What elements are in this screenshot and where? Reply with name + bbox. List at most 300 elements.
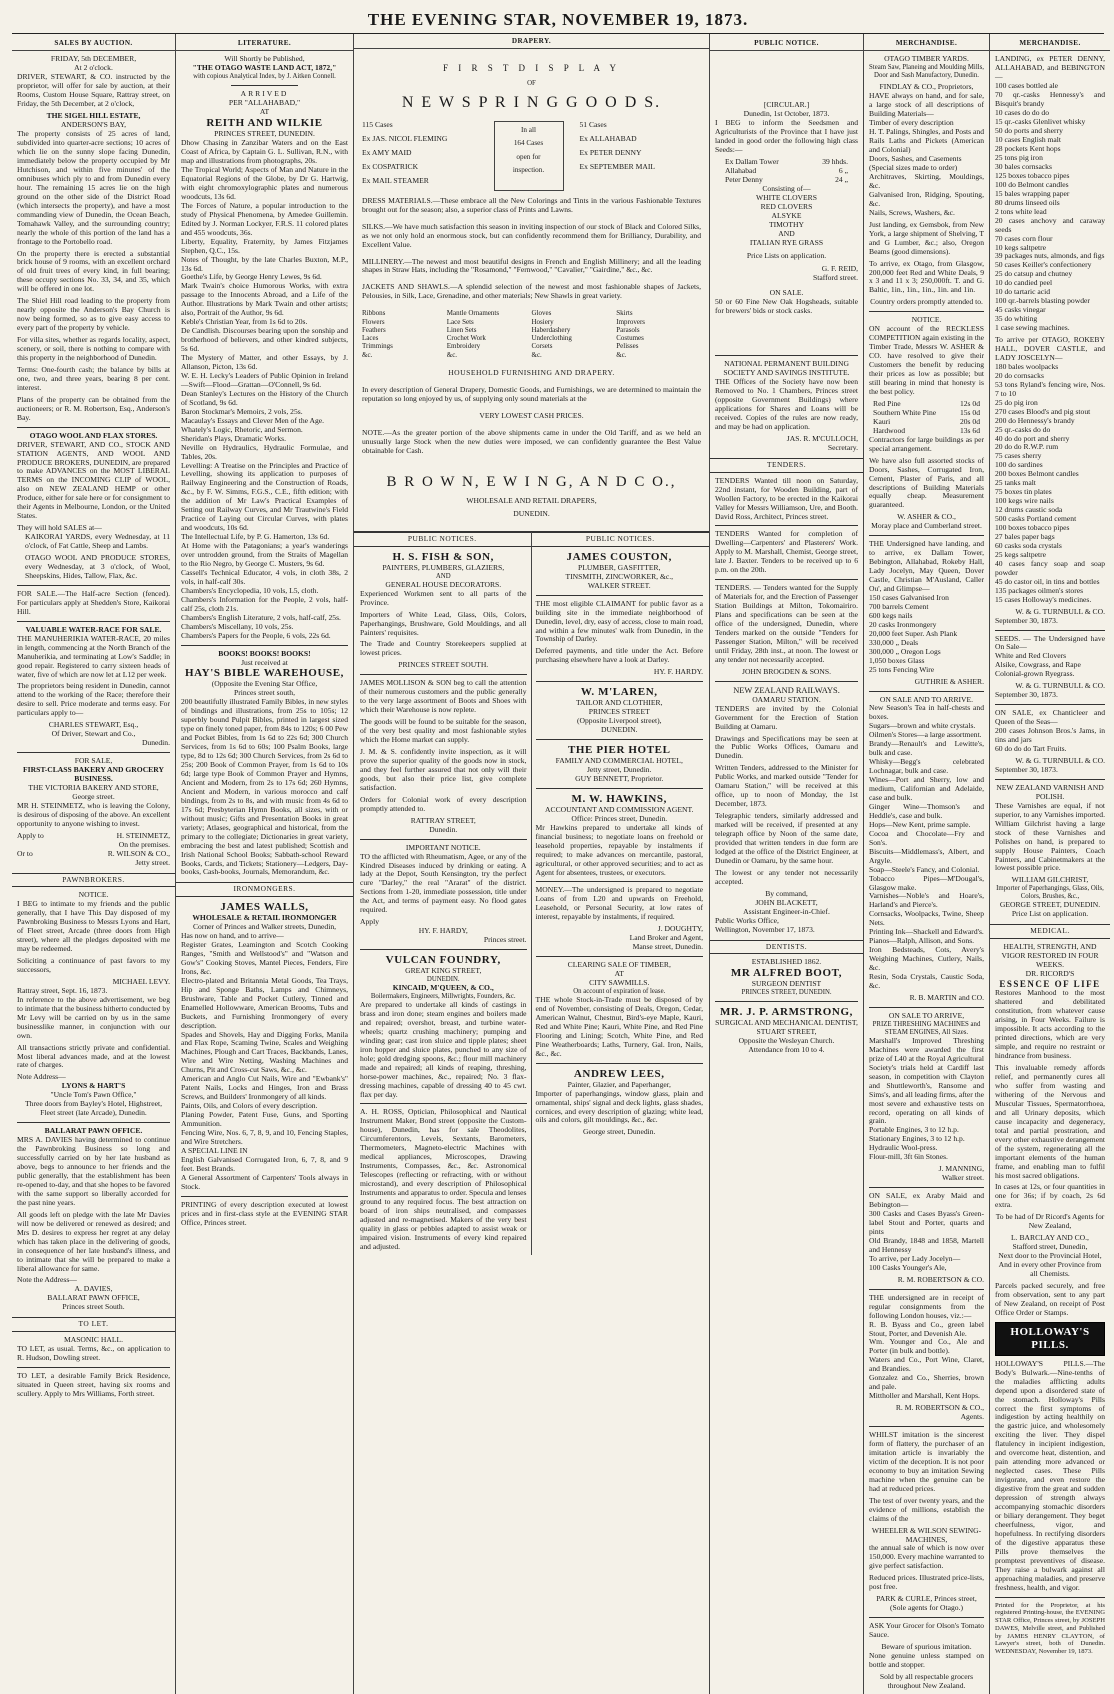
goods-item: Flowers [362,317,385,326]
fish-body: Experienced Workmen sent to all parts of the Province. [360,588,527,607]
medical-body: Restores Manhood to the most shattered and debilitated constitution, from whatever cause arising, in Four Weeks. Failure is impossible. It acts according to the printed directions, which are very simple, and require no restraint or hindrance from business. [995,988,1105,1061]
signature-date: September 30, 1873. [995,764,1058,774]
ship-cell: Allahabad [725,166,757,176]
signature: Assistant Engineer-in-Chief. [743,906,830,916]
auction-date: FRIDAY, 5th DECEMBER, [50,54,137,64]
pawn-firm: LYONS & HART'S [61,1081,126,1091]
circular-label: [CIRCULAR.] [763,100,810,110]
railways-title: NEW ZEALAND RAILWAYS. [733,685,840,695]
wool-body: DRIVER, STEWART, AND CO., STOCK AND STATION AGENTS, AND WOOL AND PRODUCE BROKERS, DUNEDIN, are prepared to make ADVANCES on the MOST LIBERAL TERMS on the INCOMING CLIP of WOOL, also on NEW ZEALAND HEMP or other Produce, either for sale here or for consignment to their Agents in Melbourne, London, or the United States. [17,439,170,521]
olson-body: ASK Your Grocer for Olson's Tomato Sauce. [869,1621,984,1640]
bakery-title: George street. [72,791,115,801]
seeds-body: I BEG to inform the Seedsmen and Agriculturists of the Province that I have just landed in good order the following high class Seeds:— [715,118,858,155]
ballarat-body: MRS A. DAVIES having determined to continue the Pawnbroking Business so long and successfully carried on by her late husband as above, begs to announce to her friends and the public generally, that the establishment has been re-opened to-day, and that she hopes to be favored with the same support so liberally accorded for the past nine years. [17,1135,170,1207]
mlaren-sub: TAILOR AND CLOTHIER, [575,698,663,708]
shipment-item: Ex COSPATRICK [362,161,419,171]
goods-item: &c. [362,350,373,359]
money-body: MONEY.—The undersigned is prepared to negotiate Loans of from L20 and upwards on Freehold, Leasehold, or Personal Security, at low rates of interest, repayable by instalments, if required. [535,885,703,922]
mlaren-address: DUNEDIN. [601,725,638,735]
lit-subtitle: with copious Analytical Index, by J. Aitken Connell. [193,73,336,81]
ship-cell: 6 „ [838,166,848,176]
auction-subtitle: ANDERSON'S BAY, [60,120,127,130]
vulcan-firm: KINCAID, M'QUEEN, & CO., [392,983,494,993]
signature: Importer of Paperhangings, Glass, Oils, Colors, Brushes, &c., [996,885,1104,901]
mlaren-address: PRINCES STREET [588,707,650,717]
signature: J. MANNING, [938,1164,984,1174]
timber-yards-body: HAVE always on hand, and for sale, a large stock of all descriptions of Building Materials— Timber of every description H. T. Palings, Shingles, and Posts and Rails Laths and Pickets (American and Colonial) Doors, Sashes, and Casements (Special sizes made to order) Architraves, Skirting, Mouldings, &c. Galvanised Iron, Ridging, Spouting, &c. Nails, Screws, Washers, &c. [869,91,984,217]
goods-column [532,309,617,359]
pawn-para: Soliciting a continuance of past favors to my successors, [17,956,170,974]
goods-item: Laces [362,334,379,343]
printing-ad: PRINTING of every description executed at lowest prices and in first-class style at the EVENING STAR Office, Princes street. [181,1199,348,1227]
books-subtitle: Just received at [241,657,288,667]
fish-sub: GENERAL HOUSE DECORATORS. [385,579,502,589]
vulcan-sub: DUNEDIN. [426,976,460,983]
apply-label: Apply [360,917,379,927]
goods-grid [362,309,701,359]
wilson-brand: WHEELER & WILSON SEWING-MACHINES, [871,1525,982,1544]
railways-para: Written Tenders, addressed to the Minister for Public Works, and marked outside "Tender for Oamaru Station," will be received at this office, up to noon of Monday, the 1st December, 1873. [715,763,858,809]
timber-at: AT [614,969,624,979]
building-society-title: NATIONAL PERMANENT BUILDING SOCIETY AND SAVINGS INSTITUTE. [723,359,850,378]
pier-proprietor: GUY BENNETT, Proprietor. [575,773,664,783]
olson-para: None genuine unless stamped on bottle and stopper. [869,1651,984,1669]
goods-column [447,309,532,359]
signature: Land Broker and Agent, [629,933,703,943]
display-headline: N E W S P R I N G G O O D S. [401,94,662,112]
timber-body: THE whole Stock-in-Trade must be disposed of by end of November, consisting of Deals, Oregon, Cedar, American Walnut, Chestnut, Bird's-eye Maple, Kauri, Red and White Pine; Kauri, White Pine, and Red Pine Flooring and Lining; Scotch, White Pine, and Red Pine Weatherboards; Laths, Turnery, Gal. Iron, Nails, &c., &c. [535,995,703,1058]
dentist-address: Opposite the Wesleyan Church. [738,1036,835,1046]
wilson-para: the annual sale of which is now over 150,000. Every machine warranted to give perfect satisfaction. [869,1543,984,1571]
signature-date: September 30, 1873. [995,615,1058,625]
masthead-title: THE EVENING STAR, NOVEMBER 19, 1873. [367,10,749,29]
hawkins-address: Office: Princes street, Dunedin. [571,813,668,823]
seed-item: ITALIAN RYE GRASS [749,237,824,247]
dentist-address: STUART STREET, [756,1027,817,1037]
shipment-item: Ex SEPTEMBER MAIL [579,161,656,171]
section-header-public-notices: PUBLIC NOTICES. [532,532,710,547]
pawn-address: Three doors from Bayley's Hotel, Highstreet, Fleet street (late Arcade), Dunedin. [25,1099,162,1118]
column-6 [990,34,1110,1694]
dentist-name: MR. J. P. ARMSTRONG, [720,1006,853,1019]
couston-address: WALKER STREET. [587,580,651,590]
price-cell: 12s 0d [959,398,980,408]
household-body: In every description of General Drapery, Domestic Goods, and Furnishings, we are determined to maintain the reputation so long enjoyed by us, of supplying only sound materials at the [362,384,701,403]
dentist-name: MR ALFRED BOOT, [730,967,843,980]
bakery-title: FOR SALE, [74,756,113,766]
circular-date: Dunedin, 1st October, 1873. [743,109,830,119]
lees-body: Importer of paperhangings, window glass, plain and ornamental, ships' signal and deck lights, glass shades, cornices, and every description of glazing; white lead, oils and colors, gilt mouldings, &c., &c. [535,1088,703,1125]
water-race-title: VALUABLE WATER-RACE FOR SALE. [25,624,162,634]
to-let-body: TO LET, a desirable Family Brick Residence, situated in Queen street, having six rooms and scullery. Apply to Mrs Williams, Forth street. [17,1370,170,1398]
display-title: F I R S T D I S P L A Y [443,63,620,74]
shipment-item: Ex PETER DENNY [579,147,642,157]
goods-item: Feathers [362,325,386,334]
signature: Agents. [960,1412,984,1422]
fish-para: The Trade and Country Storekeepers supplied at lowest prices. [360,639,527,658]
auction-para: On the property there is erected a substantial brick house of 9 rooms, with an excellent orchard of old fruit trees of every kind, in full bearing; these occupy sections No. 33, 34, and 35, which will be offered in one lot. [17,248,170,294]
medical-para: This invaluable remedy affords relief, and permanently cures all who suffer from wasting and withering of the Nervous and Muscular Tissues, Spermatorrhoea, and all Urinary deposits, which cause incapacity and degeneracy, total and partial prostration, and every other exhaustive derangement of the system, regenerating all the important elements of the human frame, and enabling man to fulfil his most sacred obligations. [995,1063,1105,1180]
notice-title: NOTICE. [911,315,942,325]
ship-cell: 24 „ [835,175,848,185]
fish-and: AND [435,572,451,580]
signature: W. & G. TURNBULL & CO. [1015,606,1105,616]
column-2 [176,34,354,1694]
signature: JOHN BROGDEN & SONS. [741,666,832,676]
books-address: Princes street south, [234,688,295,698]
section-header-drapery: DRAPERY. [354,34,709,49]
price-cell: 20s 0d [959,416,980,426]
goods-item: Mantle Ornaments [446,309,500,318]
auction-para: The Shiel Hill road leading to the property from nearly opposite the Anderson's Bay Church is now being formed, so as to give easy access to every part of the property by vehicle. [17,296,170,333]
signature: Manse street, Dunedin. [632,942,703,952]
lit-ship: PER "ALLAHABAD," [228,98,301,108]
vulcan-sub: Boilermakers, Engineers, Millwrights, Founders, &c. [370,992,516,1000]
bakery-title: THE VICTORIA BAKERY AND STORE, [28,783,159,793]
seed-item: TIMOTHY [768,219,804,229]
signature: Of Driver, Stewart and Co., [51,729,136,739]
signature: Moray place and Cumberland street. [871,521,982,531]
auction-title: THE SIGEL HILL ESTATE, [46,111,141,121]
fish-firm: H. S. FISH & SON, [392,550,495,563]
turnbull-landing: LANDING, ex PETER DENNY, ALLAHABAD, and BEBINGTON— 100 cases bottled ale 70 qr.-casks Hennessy's and Bisquit's brandy 10 cases do do do 15 qr.-casks Glenlivet whisky 50 do ports and sherry 10 cases English malt 28 pockets Kent hops 25 tons pig iron 30 bales cornsacks 125 boxes tobacco pipes 100 do Belmont candles 15 bales wrapping paper 80 drums linseed oils 2 tons white lead 20 cases anchovy and caraway seeds 70 cases corn flour 10 kegs saltpetre 39 packages nuts, almonds, and figs 50 cases Keiller's confectionery 25 do catsup and chutney 10 do candied peel 10 do tartaric acid 100 qr.-barrels blasting powder 45 casks vinegar 35 do whiting 1 case sewing machines. [995,54,1105,333]
goods-item: Corsets [531,342,553,351]
goods-item: Haberdashery [531,325,571,334]
goods-item: Crochet Work [446,334,486,343]
signature: Public Works Office, [715,915,779,925]
price-list-note: Price List on application. [1011,909,1089,919]
water-race-body: THE MANUHERIKIA WATER-RACE, 20 miles in length, commencing at the North Branch of the Manuherikia, and terminating at Low's Saddle; in good repair. Registered to carry sixteen heads of water, five of which are now let at L12 per week. [17,633,170,679]
shipment-total-line: 164 Cases [513,139,544,148]
dentist-title: SURGICAL AND MECHANICAL DENTIST, [715,1018,858,1028]
thresh-title: ON SALE TO ARRIVE, [888,1010,965,1020]
price-cell: Southern White Pine [873,407,937,417]
signature: R. M. ROBERTSON & CO. [897,1274,984,1284]
signature: BALLARAT PAWN OFFICE, [47,1293,140,1303]
arrive-title: ON SALE AND TO ARRIVE. [879,694,974,704]
seed-item: RED CLOVERS [760,201,813,211]
goods-item: Linen Sets [446,325,477,334]
holloway-body: HOLLOWAY'S PILLS.—The Body's Bulwark.—Nine-tenths of the maladies afflicting adults depend upon a disordered state of the stomach. Holloway's Pills correct the first symptoms of indigestion by acting healthily on the gastric juice, and wholesomely exciting the liver. They dispel flatulency in incipient indigestion, and overcome heat, distention, and pain attending more advanced or neglected cases. These Pills invigorate, and even restore the digestive from the great and sudden depression of strength always accompanying stomachic disorders or biliary derangement. They beget cheerfulness, vigor, and hopefulness. In rectifying disorders of the digestive apparatus these Pills prove themselves the promptest preventives of disease. They raise a bulwark against all approaching maladies, and preserve freshness, health, and vigor. [995,1358,1105,1592]
books-title: BOOKS! BOOKS! BOOKS! [218,648,311,658]
notice-para: Contractors for large buildings as per special arrangement. [869,434,984,453]
books-address: (Opposite the Evening Star Office, [211,679,318,689]
railways-para: Drawings and Specifications may be seen at the Public Works Offices, Oamaru and Dunedin. [715,733,858,761]
signature: Stafford street, Dunedin, [1012,1242,1088,1252]
pier-sub: FAMILY AND COMMERCIAL HOTEL, [555,756,683,766]
books-firm: HAY'S BIBLE WAREHOUSE, [184,667,344,680]
hardy-body: THE most eligible CLAIMANT for public favor as a building site in the immediate neighborhood of Dunedin, level, dry, easy of access, close to main road, and within a few minutes' walk from Dunedin, in the Township of Darley. [535,598,703,644]
iron-sub: WHOLESALE & RETAIL IRONMONGER [192,913,337,923]
signature: J. DOUGHTY, [657,924,703,934]
signature: Princes street South. [62,1302,125,1312]
thresh-body: Marshall's Improved Threshing Machines were awarded the first prize of L40 at the Royal Agricultural Society's trials held at Cardiff last season, in competition with Clayton and Shuttleworth's, Ransome and Sims's, and all leading firms, after the most severe and exhaustive tests on record, operating on all kinds of grain. Portable Engines, 3 to 12 h.p. Stationary Engines, 3 to 12 h.p. Hydraulic Wool-press. Flour-mill, 3ft 6in Stones. [869,1035,984,1162]
signature: Walker street. [942,1173,984,1183]
medical-para: In cases at 12s, or four quantities in one for 36s; if by coach, 2s 6d extra. [995,1182,1105,1210]
shipments-left [362,121,484,191]
bakery-title: FIRST-CLASS BAKERY AND GROCERY BUSINESS. [23,765,164,784]
mollison-para: J. M. & S. confidently invite inspection, as it will prove the superior quality of the goods now in stock, and they feel further assured that not only will their goods, but also their price list, give complete satisfaction. [360,747,527,792]
drapery-firm-city: DUNEDIN. [513,509,550,519]
signature: W. ASHER & CO., [897,512,956,522]
shipments-right [574,121,702,191]
railways-sub: OAMARU STATION. [752,694,821,704]
section-header-literature: LITERATURE. [176,36,353,51]
shipment-item: Ex JAS. NICOL FLEMING [362,133,448,143]
mlaren-address: (Opposite Liverpool street), [576,716,662,726]
wool-sale: OTAGO WOOL AND PRODUCE STORES, every Wednesday, at 3 o'clock, of Wool, Sheepskins, Hides, Tallow, Flax, &c. [25,553,170,580]
timber-sub: On account of expiration of lease. [573,988,666,996]
seed-item: WHITE CLOVERS [756,193,817,203]
for-sale-ad: FOR SALE.—The Half-acre Section (fenced). For particulars apply at Shedden's Store, Kaikorai Hill. [17,588,170,616]
building-society-body: THE Offices of the Society have now been Removed to No. 1 Chambers, Princes street (opposite Government Buildings) where applications for Shares and Loans will be received. Copies of the rules are now ready, and may be had on application. [715,377,858,432]
section-header-to-let: TO LET. [12,1317,175,1332]
timber-yards-note: Country orders promptly attended to. [870,297,983,307]
wool-sales: They will hold SALES at— [17,523,102,533]
signature: Princes street. [483,935,527,945]
lit-title: Will Shortly be Published, [224,54,305,64]
bakery-body: MR H. STEINMETZ, who is leaving the Colony, is desirous of disposing of the above. An excellent opportunity to anyone wishing to invest. [17,800,170,828]
section-header-medical: MEDICAL. [990,924,1110,939]
jackets-shawls: JACKETS AND SHAWLS.—A splendid selection of the newest and most fashionable shapes of Jackets, Pelousies, in Silk, Lace, Grenadine, and other materials; New Shawls in great variety. [362,282,701,301]
price-cell: Kauri [873,416,891,426]
ship-cell: Ex Dallam Tower [725,157,779,167]
shipment-total-line: inspection. [512,166,545,175]
mollison-para: The goods will be found to be suitable for the season, of the very best quality and most fashionable styles which the Home market can supply. [360,717,527,745]
shipment-item: Ex MAIL STEAMER [362,175,429,185]
olson-para: Beware of spurious imitation. [881,1642,972,1652]
goods-item: &c. [616,350,627,359]
auction-para: For villa sites, whether as regards locality, aspect, scenery, or soil, there is nothing to compare with this property in the neighborhood of Dunedin. [17,335,170,362]
millinery: MILLINERY.—The newest and most beautiful designs in French and English Millinery; and all the leading shapes in Straw Hats, including the "Rosamond," "Fernwood," "Cavalier," "Gairdine," &c., &c. [362,256,701,275]
holloways-logo: HOLLOWAY'S PILLS. [995,1322,1105,1356]
robertson-body: THE undersigned are in receipt of regular consignments from the following London houses, viz.:— R. B. Byass and Co., green label Stout, Porter, and Devenish Ale. Wm. Younger and Co., Ale and Porter (in bulk and bottle). Waters and Co., Port Wine, Claret, and Brandies. Gonzalez and Co., Sherries, brown and pale. Mittholler and Marshall, Kent Hops. [869,1292,984,1401]
pawn-title: NOTICE. [78,890,109,900]
price-cell: 13s 6d [959,425,980,435]
railways-para: TENDERS are invited by the Colonial Government for the Erection of Station Building at Oamaru. [715,703,858,731]
pawn-body: I BEG to intimate to my friends and the public generally, that I have This Day disposed of my Pawnbroking Business to Messrs Lyons and Hart, of Fleet street, Arcade (three doors from High street), where all the pledges deposited with me may be redeemed. [17,899,170,954]
ross-body: A. H. ROSS, Optician, Philosophical and Nautical Instrument Maker, Bond street (opposite the Custom-house), Dunedin, has for sale Theodolites, Circumferentors, Levels, Sextants, Barometers, Thermometers, Magneto-electric Machines with medical appliances, Microscopes, Drawing Instruments, Compasses, &c., &c. Astronomical Telescopes (reflecting or refracting, with or without microstand), and every description of Philosophical Instruments and apparatus to order. Specula and lenses ground to any required focus. The best attraction on board of iron ships neutralised, and compasses adjusted and re-magnetised. Makers of the very best quality in glass or pebbles adapted to assist weak or impaired vision. Instruments of every kind repaired and adjusted. [360,1107,527,1251]
signature: RATTRAY STREET, [410,815,476,825]
ship-cell: 39 hhds. [822,157,848,167]
signature: CHARLES STEWART, Esq., [48,720,139,730]
lees-address: George street, Dunedin. [583,1127,656,1137]
column-3 [354,34,710,1694]
goods-item: Pelisses [616,342,639,351]
pier-firm: THE PIER HOTEL [567,744,671,757]
mollison-para: Orders for Colonial work of every description promptly attended to. [360,794,527,813]
goods-item: Skirts [616,309,633,318]
timber-location: CITY SAWMILLS. [589,978,650,988]
prices-list [869,400,984,436]
couston-firm: JAMES COUSTON, [566,550,672,563]
vulcan-firm: VULCAN FOUNDRY, [385,954,501,967]
dentist-title: SURGEON DENTIST [751,979,822,989]
seed-item: AND [778,228,795,238]
goods-column [362,309,447,359]
medical-doctor: DR. RICORD'S [1025,968,1075,978]
price-cell: Hardwood [873,425,906,435]
pawn-date: Rattray street, Sept. 16, 1873. [17,985,108,995]
goods-item: Improvers [616,317,646,326]
section-header-pawnbrokers: PAWNBROKERS. [12,873,175,888]
medical-product: ESSENCE OF LIFE [999,978,1101,989]
goods-item: Costumes [616,334,644,343]
apply-label: Apply to [17,830,44,840]
timber-yards-para: To arrive, ex Otago, from Glasgow, 200,000 feet Red and White Deals, 9 x 3 and 11 x 3; 250,000ft. T. and G. Baltic, 1in., 1in., 1in., 1in. and 1in. [869,258,984,295]
couston-sub: PLUMBER, GASFITTER, [578,562,661,572]
silks: SILKS.—We have much satisfaction this season in inviting inspection of our stock of Black and Colored Silks, as we not only hold an enormous stock, but can confidently recommend them for Brilliancy, Durability, and Excellent Value. [362,221,701,249]
olson-para: Sold by all respectable grocers throughout New Zealand. [879,1671,974,1690]
section-header-public-notices: PUBLIC NOTICES. [354,532,531,547]
water-race-para: The proprietors being resident in Dunedin, cannot attend to the working of the Race; therefore their desire to sell. Price moderate and terms easy. For particulars apply to— [17,681,170,718]
fish-address: PRINCES STREET SOUTH. [398,660,489,670]
signature: H. STEINMETZ, [116,830,170,840]
drapery-firm: B R O W N, E W I N G, A N D C O., [386,473,677,490]
hawkins-firm: M. W. HAWKINS, [571,792,667,805]
to-let-title: MASONIC HALL. [63,1335,124,1344]
medical-title: HEALTH, STRENGTH, AND VIGOR RESTORED IN FOUR WEEKS. [1001,942,1099,969]
signature: WILLIAM GILCHRIST, [1011,875,1089,885]
iron-body: Has now on hand, and to arrive— Register Grates, Leamington and Scotch Cooking Ranges, "Smith and Wellstood's" and "Watson and Gow's" Cooking Stoves, Mantel Pieces, Fenders, Fire Irons, &c. Electro-plated and Britannia Metal Goods, Tea Trays, Hip and Sponge Baths, Lamps and Chimneys, Brushware, Table and Pocket Cutlery, Tinned and Enamelled Hollowware, American Brooms, Tubs and Buckets, and Furnishing Ironmongery of every description. Spades and Shovels, Hay and Digging Forks, Manila and Flax Rope, Scaming Twine, Scales and Weighing Machines, Plough and Cart Traces, Backbands, Lanes, Wire and Wire Netting, Washing Machines and Churns, Pit and Cross-cut Saws, &c., &c. American and Anglo Cut Nails, Wire and "Ewbank's" Patent Nails, Locks and Hinges, Iron and Brass Screws, and Builders' Ironmongery of all kinds. Paints, Oils, and Colors of every description. Planing Powder, Patent Fuse, Guns, and Sporting Ammunition. Fencing Wire, Nos. 6, 7, 8, 9, and 10, Fencing Staples, and Wire Stretchers. A SPECIAL LINE IN English Galvanised Corrugated Iron, 6, 7, 8, and 9 feet. Best Brands. A General Assortment of Carpenters' Tools always in Stock. [181,931,348,1191]
goods-item: Underclothing [531,334,572,343]
guthrie-body: THE Undersigned have landing, and to arrive, ex Dallam Tower, Bebington, Allahabad, Rokeby Hall, Lady Jocelyn, May Queen, Dover Castle, Christian M'Ausland, Caller Ou', and Glimpse— 150 cases Galvanised Iron 700 barrels Cement 600 kegs nails 20 casks Ironmongery 20,000 feet Super. Ash Plank 330,000 „ Deals 300,000 „ Oregon Logs 1,050 boxes Glass 25 tons Fencing Wire [869,539,984,674]
timber-yards-firm: FINDLAY & CO., Proprietors, [879,82,974,92]
wool-sale: KAIKORAI YARDS, every Wednesday, at 11 o'clock, of Fat Cattle, Sheep and Lambs. [25,532,170,551]
iron-firm: JAMES WALLS, [220,901,309,914]
railways-para: The lowest or any tender not necessarily accepted. [715,867,858,886]
lit-address: PRINCES STREET, DUNEDIN. [214,129,315,139]
shipment-total-line: open for [516,152,541,161]
section-header-merchandise: MERCHANDISE. [990,36,1110,51]
hardy-para: Deferred payments, and title under the Act. Before purchasing elsewhere have a look at Darley. [535,646,703,665]
consisting-label: Consisting of— [762,184,811,194]
book-list: Dhow Chasing in Zanzibar Waters and on the East Coast of Africa, by Captain G. L. Sullivan, R.N., with map and illustrations from photographs, 20s. The Tropical World; Aspects of Man and Nature in the Equatorial Regions of the Globe, by Dr G. Hartwig, with eight chromoxylographic plates and numerous woodcuts, 13s 6d. The Forces of Nature, a popular introduction to the study of Physical Phenomena, by Amedee Guillemin. Edited by J. Norman Lockyer, F.R.S. 11 colored plates and 455 woodcuts, 36s. Liberty, Equality, Fraternity, by James Fitzjames Stephen, Q.C., 15s. Notes of Thought, by the late Charles Buxton, M.P., 13s 6d. Goethe's Life, by George Henry Lewes, 9s 6d. Mark Twain's choice Humorous Works, with extra passage to the Innocents Abroad, and a Life of the Author. Illustrations by Mark Twain and other artists; also, Portrait of the Author, 9s 6d. Keble's Christian Year, from 1s 6d to 20s. De Candlish. Discourses bearing upon the sonship and brotherhood of believers, and other kindred subjects, 5s 6d. The Mystery of Matter, and other Essays, by J. Allanson, Picton, 13s 6d. W. E. H. Lecky's Leaders of Public Opinion in Ireland—Swift—Flood—Grattan—O'Connell, 9s 6d. Dean Stanley's Lectures on the History of the Church of Scotland, 9s 6d. Baron Stockmar's Memoirs, 2 vols, 25s. Macaulay's Essays and Clever Men of the Age. Whately's Logic, Rhetoric, and Sermon. Sheridan's Plays, Dramatic Works. Neville on Hydraulics, Hydraulic Formulae, and Tables, 20s. Levelling: A Treatise on the Principles and Practice of Levelling, showing its application to purposes of Railway Engineering and the Construction of Roads, &c., by F. W. Simms, F.G.S., C.E., fifth edition; with the addition of Mr Law's Practical Examples of Setting out Railway Curves, and Mr Trautwine's Field Practice of Laying out Circular Curves, with plates and woodcuts, 10s 6d. The Intellectual Life, by P. G. Hamerton, 13s 6d. At Home with the Patagonians; a year's wanderings over untrodden ground, from the Straits of Magellan to the Rio Negro, by George C. Musters, 9s 6d. Cassell's Technical Educator, 4 vols, in cloth 38s, 2 vols, in half-calf 30s. Chambers's Encyclopedia, 10 vols, L5, cloth. Chambers's Information for the People, 2 vols, half-calf 25s, cloth 21s. Chambers's English Literature, 2 vols, half-calf, 25s. Chambers's Miscellany, 10 vols, 25s. Chambers's Papers for the People, 6 vols, 22s 6d. [181,138,348,640]
auction-body: DRIVER, STEWART, & CO. instructed by the proprietor, will offer for sale by auction, at their Rooms, Custom House Square, Rattray street, on Friday, the 5th December, at 2 o'clock, [17,72,170,109]
lowest-prices: VERY LOWEST CASH PRICES. [479,410,584,420]
imprint: Printed for the Proprietor, at his registered Printing-house, the EVENING STAR Office, Princes street, by JOSEPH DAWES, Melville street, and Published by JAMES HENRY CLAYTON, of Lawyer's street, both of Dunedin. WEDNESDAY, November 19, 1873. [995,1601,1105,1656]
signature: By command, [765,888,808,898]
shipment-item: Ex AMY MAID [362,147,412,157]
timber-yards-para: Just landing, ex Gemsbok, from New York, a large shipment of Shelving, T and G Lumber, &c.; also, Oregon Beams (good dimensions). [869,219,984,256]
signature: R. B. MARTIN and CO. [909,992,984,1002]
tender: TENDERS. — Tenders wanted for the Supply of Materials for, and the Erection of Passenger Station Buildings at Milton, Tokomairiro. Plans and specifications can be seen at the office of the undersigned, Dunedin, where Tenders marked on the outside "Tenders for Passenger Station, Milton," will be received until Friday, 28th inst., at noon. The lowest or any tender not necessarily accepted. [715,583,858,664]
section-header-dentists: DENTISTS. [710,940,863,955]
robertson-body: ON SALE, ex Araby Maid and Bebington— 300 Casks and Cases Byass's Green-label Stout and Porter, quarts and pints Old Brandy, 1848 and 1858, Martell and Hennessy To arrive, per Lady Jocelyn— 100 Casks Younger's Ale, [869,1191,984,1272]
auction-para: Terms: One-fourth cash; the balance by bills at one, two, and three years, bearing 8 per cent. interest. [17,364,170,392]
on-sale-body: 50 or 60 Fine New Oak Hogsheads, suitable for brewers' bids or stock casks. [715,296,858,315]
section-header-merchandise: MERCHANDISE. [864,36,989,51]
wilson-body: WHILST imitation is the sincerest form of flattery, the purchaser of an imitation article is invariably the victim of the deception. It is not poor economy to buy an imitation Sewing machine when the genuine can be had at reduced prices. [869,1430,984,1493]
timber-title: CLEARING SALE OF TIMBER, [567,960,671,970]
signature: G. F. REID, [821,263,858,273]
signature: GEORGE STREET, DUNEDIN. [999,900,1101,910]
seeds-list [715,194,858,248]
signature: Secretary. [827,443,858,453]
auction-para: The property consists of 25 acres of land, subdivided into quarter-acre sections; 10 acres of which lie on the sunny slope facing Dunedin, immediately below the property occupied by Mr Hutchison, and within five minutes' of the omnibuses which ply to and from Dunedin every hour. The remaining 15 acres lie on the high ground on the other side of the District Road (which intersects the property), and have a most commanding view of Dunedin, the Ocean Beach, Tomahawk Valley, and the surrounding country; nearly the whole of this portion of the land has a frontage to the Portobello road. [17,129,170,246]
lees-firm: ANDREW LEES, [573,1067,665,1080]
arrive-body: New Season's Tea in half-chests and boxes. Sugars—brown and white crystals. Oilmen's Stores—a large assortment. Brandy—Renault's and Lewitte's, bulk and case. Whisky—Begg's celebrated Lochnagar, bulk and case. Wines—Port and Sherry, low and medium, Californian and Adelaide, case and bulk. Ginger Wine—Thomson's and Heddle's, case and bulk. Hops—New Kent, prime sample. Cocoa and Chocolate—Fry and Son's. Biscuits—Middlemass's, Albert, and Argyle. Soap—Steele's Fancy, and Colonial. Tobacco Pipes—M'Dougal's, Glasgow make. Varnishes—Noble's and Hoare's, Harland's and Pierce's. Cornsacks, Woolpacks, Twine, Sheep Nets. Printing Ink—Shackell and Edward's. Pianos—Ralph, Allison, and Sons. Iron Bedsteads, Cots, Avery's Weighing Machines, Cutlery, Nails, &c. Resin, Soda Crystals, Caustic Soda, &c. [869,703,984,991]
notice-body: ON account of the RECKLESS COMPETITION again existing in the Timber Trade, Messrs W. ASHER & CO. have resolved to give their Customers the benefit by reducing their prices as low as possible; but still bearing in mind that honesty is the best policy. [869,324,984,396]
signature: Dunedin. [141,738,170,748]
signature: L. BARCLAY AND CO., [1011,1233,1089,1243]
railways-para: Telegraphic tenders, similarly addressed and marked will be received, if presented at any telegraph office by Noon of the same date, provided that written tenders in due form are lodged at the office of the District Engineer, at Dunedin or Oamaru, by the same hour. [715,811,858,865]
timber-yards-title: OTAGO TIMBER YARDS. [884,54,969,64]
pier-address: Jetty street, Dunedin. [586,764,652,774]
thresh-sub: PRIZE THRESHING MACHINES and STEAM ENGINES, All Sizes. [872,1020,981,1036]
signature: HY. F. HARDY, [418,926,468,936]
goods-item: &c. [446,350,458,359]
pawn-firm: "Uncle Tom's Pawn Office," [50,1090,137,1100]
turnbull-arrive: To arrive per OTAGO, ROKEBY HALL, DOVER CASTLE, and LADY JOSCELYN— 180 bales woolpacks 20 do cornsacks 53 tons Ryland's fencing wire, Nos. 7 to 10 25 do pig iron 270 cases Blood's and pig stout 200 do Hennessy's brandy 25 qr.-casks do do 40 do do port and sherry 20 do do R.W.P. rum 75 cases sherry 100 do sardines 200 boxes Belmont candles 25 tanks malt 75 boxes tin plates 100 kegs wire nails 12 drums caustic soda 500 casks Portland cement 100 boxes tobacco pipes 27 bales paper bags 60 casks soda crystals 25 kegs saltpetre 40 cases fancy soap and soap powder 45 do castor oil, in tins and bottles 135 packages oilmen's stores 15 cases Holloway's medicines. [995,335,1105,604]
signature: Dunedin. [429,824,458,834]
shipment-item: Ex ALLAHABAD [579,133,637,143]
signature: W. & G. TURNBULL & CO. [1015,755,1105,765]
price-cell: Red Pine [873,398,901,408]
seed-item: ALSYKE [771,210,802,220]
signature: Jetty street. [135,857,170,867]
iron-address: Corner of Princes and Walker streets, Dunedin, [192,922,337,932]
section-header-public-notice: PUBLIC NOTICE. [710,36,863,51]
wilson-para: Reduced prices. Illustrated price-lists, post free. [869,1573,984,1592]
pawn-para: In reference to the above advertisement, we beg to intimate that the business hitherto conducted by Mr Levy will be carried on by us in the same businesslike manner, in conjunction with our own. [17,994,170,1040]
dentist-hours: Attendance from 10 to 4. [748,1044,825,1054]
couston-sub: TINSMITH, ZINCWORKER, &c., [565,571,674,581]
hawkins-sub: ACCOUNTANT AND COMMISSION AGENT. [545,804,694,814]
goods-item: Ribbons [362,309,386,318]
drapery-firm-sub: WHOLESALE AND RETAIL DRAPERS, [466,496,597,506]
tender: TENDERS Wanted for completion of Dwelling—Carpenters' and Plasterers' Work. Apply to M. Marshall, Chemist, George street, late J. Baxter. Tenders to be received up to 6 p.m. on the 20th. [715,529,858,575]
signature: HY. F. HARDY. [653,667,703,677]
medical-para: Next door to the Provincial Hotel, And in every other Province from all Chemists. [998,1251,1102,1279]
important-title: IMPORTANT NOTICE. [405,842,481,852]
pawn-para: All transactions strictly private and confidential. Most liberal advances made, and at the lowest rate of charges. [17,1042,170,1070]
fish-sub: PAINTERS, PLUMBERS, GLAZIERS, [382,562,505,572]
wool-title: OTAGO WOOL AND FLAX STORES. [29,430,158,440]
signature-date: September 30, 1873. [995,690,1058,700]
signature: W. & G. TURNBULL & CO. [1015,681,1105,691]
seeds-body: SEEDS. — The Undersigned have On Sale— White and Red Clovers Alsike, Cowgrass, and Rape Colonial-grown Ryegrass. [995,633,1105,679]
goods-column [616,309,701,359]
goods-item: Trimmings [362,342,393,351]
lit-arrived: ARRIVED [240,89,289,99]
apply-label: Or to [17,848,33,858]
dress-materials: DRESS MATERIALS.—These embrace all the New Colorings and Tints in the various Fashionable Textures brought out for the season; also, a superior class of Prints and Lawns. [362,195,701,214]
masthead [12,8,1104,34]
goods-item: Parasols [616,325,640,334]
pawn-note: Note Address— [17,1072,66,1082]
auction-time: At 2 o'clock. [74,63,113,73]
goods-item: &c. [531,350,542,359]
books-body: 200 beautifully illustrated Family Bibles, in new styles of bindings and illustrations, from 25s to 105s; 12 superbly bound Pulpit Bibles, printed in largest sized type on finely toned paper, from 84s to 120s; 6 00 Pew and Pocket Bibles, from 1s 6d to 22s 6d; 300 Church Services, from 1s 6d to 60s; 100 Psalm Books, large type, 8d to 12s 6d; 300 Church Services, from 2s 6d to 25s; 200 Book of Common Prayer, from 1s 6d to 10s 6d; large type Book of Common Prayer and Hymns, Ancient and Modern, from 2s to 17s 6d; 260 Hymns, Ancient and Modern, in various morocco and calf bindings, from 2s to 8s, and with music from 4s 6d to 17s 6d; Presbyterian Hymn Books, all sizes, with or without music; Gifts and Presentation Books in great variety; Atlases, geographical and historical, from the primary to the collegiate; Dictionaries in great variety, embracing the best and latest published; Scottish and Irish National School Books; Sabbath-school Reward Books, Cards, and Tickets; Stationery—Ledgers, Day-books, Cash-books, Journals, Memorandum, &c. [181,697,348,877]
signature: GUTHRIE & ASHER. [914,676,984,686]
ships-list [715,158,858,185]
shipment-item: 115 Cases [362,119,393,129]
lees-sub: Painter, Glazier, and Paperhanger, [567,1079,671,1089]
vulcan-body: Are prepared to undertake all kinds of castings in brass and iron done; steam engines and boilers made and repaired; overshot, breast, and turbine water-wheels; quartz crushing machinery; pumping and winding gear; cast iron sluice and tipple plates; sheet iron hopper and sluice plates, punched to any size of hole; gold dredging spoons, &c.; flour mill machinery made and repaired; all kinds of reaping, threshing, horse-power machines, &c., repaired; No. 3 flax-dressing machines, capable of dressing 40 to 45 cwt. flax per day. [360,999,527,1099]
price-list-note: Price Lists on application. [746,250,827,260]
signature: JAS. R. M'CULLOCH, [786,434,858,444]
on-sale-title: ON SALE. [769,287,804,297]
dentist-address: PRINCES STREET, DUNEDIN. [741,989,832,997]
signature: MICHAEL LEVY. [112,976,170,986]
ship-cell: Peter Denny [725,175,763,185]
goods-item: Lace Sets [446,317,474,326]
varnish-body: These Varnishes are equal, if not superior, to any Varnishes imported. William Gilchrist having a large stock of these Varnishes and Polishes on hand, is prepared to supply House Painters, Coach Painters, and Cabinetmakers at the lowest possible price. [995,800,1105,873]
signature: R. WILSON & CO., [107,848,170,858]
medical-para: To be had of Dr Ricord's Agents for New Zealand, [995,1212,1105,1231]
shipments-box [362,121,701,191]
